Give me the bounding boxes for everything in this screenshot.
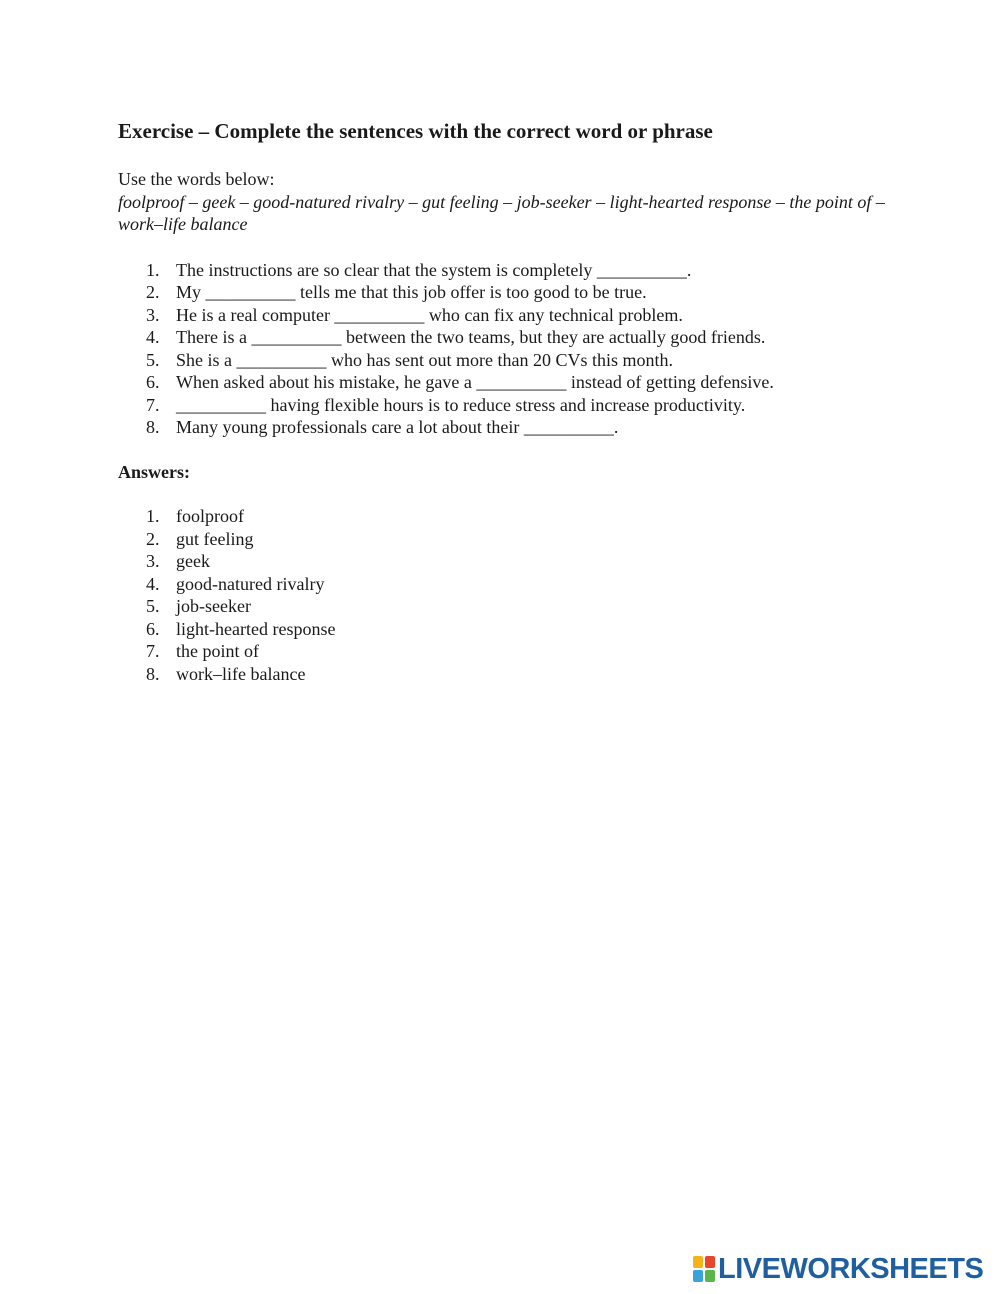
- answer-number: 3.: [146, 551, 160, 571]
- answer-item: [118, 663, 888, 686]
- question-text: Many young professionals care a lot about their __________.: [176, 417, 619, 437]
- question-number: 7.: [146, 394, 160, 415]
- logo-square-icon: [693, 1256, 703, 1268]
- answer-text: job-seeker: [176, 596, 251, 616]
- answer-text: the point of: [176, 641, 259, 661]
- answers-heading: Answers:: [118, 461, 190, 482]
- question-number: 4.: [146, 327, 160, 347]
- question-text: __________ having flexible hours is to reduce stress and increase productivity.: [176, 394, 746, 415]
- question-text: He is a real computer __________ who can fix any technical problem.: [176, 304, 683, 325]
- answer-item: [118, 640, 888, 663]
- answer-text: geek: [176, 551, 210, 571]
- question-item: [118, 326, 888, 349]
- logo-square-icon: [705, 1270, 715, 1282]
- answer-text: good-natured rivalry: [176, 573, 325, 594]
- question-number: 8.: [146, 417, 160, 437]
- logo-wordmark: LIVEWORKSHEETS: [718, 1253, 984, 1285]
- answer-item: [118, 573, 888, 596]
- liveworksheets-logo-icon: [693, 1256, 715, 1282]
- question-text: The instructions are so clear that the system is completely __________.: [176, 259, 692, 280]
- question-item: [118, 304, 888, 327]
- answer-item: [118, 505, 888, 528]
- question-text: She is a __________ who has sent out more than 20 CVs this month.: [176, 349, 673, 370]
- question-text: There is a __________ between the two teams, but they are actually good friends.: [176, 327, 766, 347]
- question-item: [118, 281, 888, 304]
- answer-number: 7.: [146, 641, 160, 661]
- answer-text: gut feeling: [176, 528, 254, 549]
- logo-square-icon: [693, 1270, 703, 1282]
- question-number: 5.: [146, 349, 160, 370]
- exercise-title: Exercise – Complete the sentences with the correct word or phrase: [118, 119, 713, 143]
- answer-number: 2.: [146, 528, 160, 549]
- answer-number: 4.: [146, 573, 160, 594]
- liveworksheets-logo[interactable]: [693, 1254, 983, 1284]
- logo-square-icon: [705, 1256, 715, 1268]
- instruction-text: Use the words below:: [118, 169, 275, 189]
- answer-item: [118, 618, 888, 641]
- question-item: [118, 259, 888, 282]
- answer-number: 1.: [146, 506, 160, 526]
- question-number: 1.: [146, 259, 160, 280]
- question-number: 6.: [146, 372, 160, 392]
- questions-list: [118, 259, 888, 439]
- question-text: My __________ tells me that this job offer is too good to be true.: [176, 282, 647, 302]
- answer-text: foolproof: [176, 506, 244, 526]
- answer-text: light-hearted response: [176, 618, 336, 639]
- answer-item: [118, 528, 888, 551]
- question-item: [118, 371, 888, 394]
- question-number: 3.: [146, 304, 160, 325]
- answer-number: 6.: [146, 618, 160, 639]
- question-text: When asked about his mistake, he gave a __________ instead of getting defensive.: [176, 372, 774, 392]
- answer-text: work–life balance: [176, 663, 306, 684]
- question-item: [118, 416, 888, 439]
- question-number: 2.: [146, 282, 160, 302]
- answers-list: [118, 505, 888, 685]
- answer-item: [118, 595, 888, 618]
- answer-number: 5.: [146, 596, 160, 616]
- question-item: [118, 349, 888, 372]
- word-bank: foolproof – geek – good-natured rivalry – gut feeling – job-seeker – light-hearted response – the point of – work–life balance: [118, 191, 885, 234]
- question-item: [118, 394, 888, 417]
- answer-number: 8.: [146, 663, 160, 684]
- answer-item: [118, 550, 888, 573]
- worksheet-page: [118, 118, 888, 685]
- instructions-block: [118, 168, 888, 236]
